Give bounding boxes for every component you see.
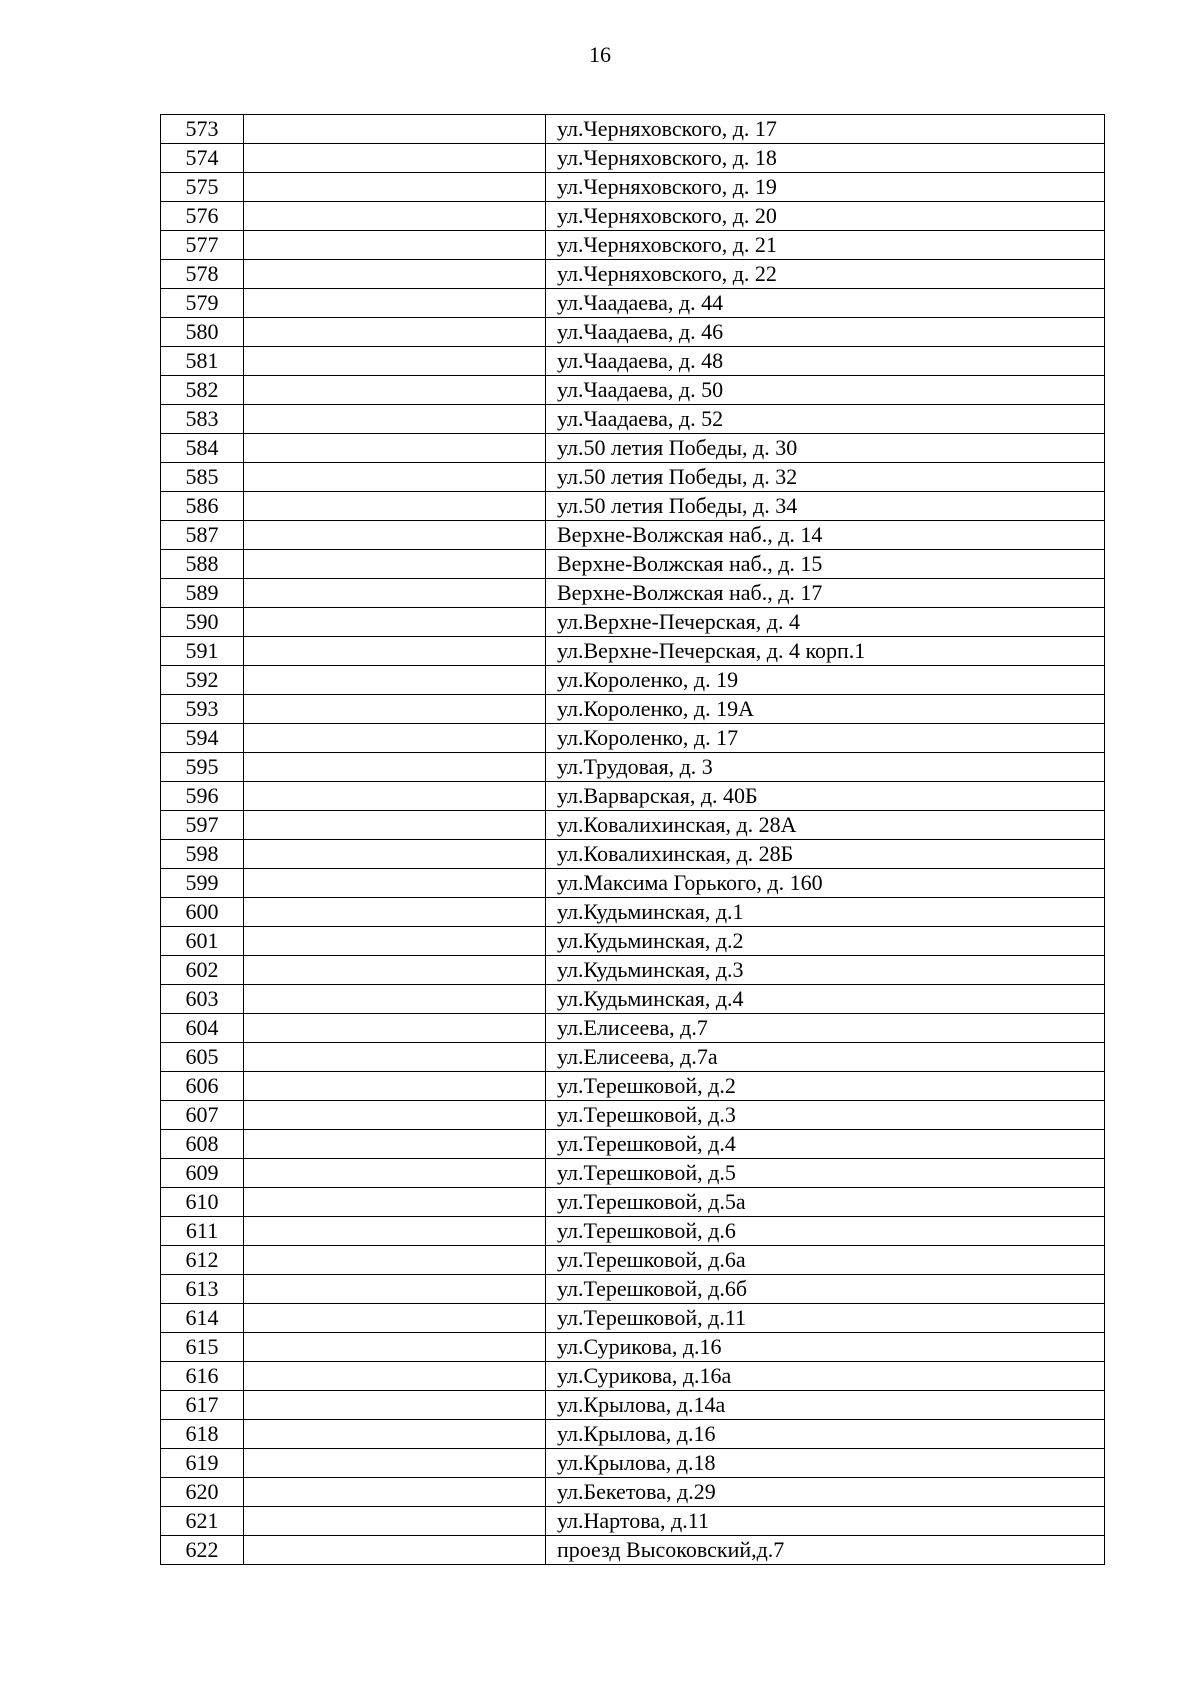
address-cell: Верхне-Волжская наб., д. 17: [546, 579, 1105, 608]
address-cell: ул.Нартова, д.11: [546, 1507, 1105, 1536]
address-cell: ул.50 летия Победы, д. 34: [546, 492, 1105, 521]
table-row: [161, 782, 1105, 811]
empty-cell: [244, 927, 546, 956]
table-row: [161, 898, 1105, 927]
empty-cell: [244, 1188, 546, 1217]
address-cell: ул.Сурикова, д.16а: [546, 1362, 1105, 1391]
table-row: [161, 1072, 1105, 1101]
table-row: [161, 318, 1105, 347]
empty-cell: [244, 231, 546, 260]
row-number-cell: 591: [161, 637, 244, 666]
empty-cell: [244, 1449, 546, 1478]
empty-cell: [244, 1246, 546, 1275]
row-number-cell: 574: [161, 144, 244, 173]
row-number-cell: 598: [161, 840, 244, 869]
empty-cell: [244, 753, 546, 782]
address-cell: ул.Кудьминская, д.1: [546, 898, 1105, 927]
row-number-cell: 575: [161, 173, 244, 202]
empty-cell: [244, 1391, 546, 1420]
address-cell: ул.Черняховского, д. 22: [546, 260, 1105, 289]
row-number-cell: 616: [161, 1362, 244, 1391]
address-cell: ул.Терешковой, д.5: [546, 1159, 1105, 1188]
address-cell: ул.Черняховского, д. 20: [546, 202, 1105, 231]
table-row: [161, 202, 1105, 231]
row-number-cell: 585: [161, 463, 244, 492]
table-row: [161, 1101, 1105, 1130]
address-cell: ул.Трудовая, д. 3: [546, 753, 1105, 782]
address-cell: ул.Чаадаева, д. 46: [546, 318, 1105, 347]
address-cell: ул.50 летия Победы, д. 32: [546, 463, 1105, 492]
address-cell: ул.Терешковой, д.5а: [546, 1188, 1105, 1217]
table-row: [161, 1420, 1105, 1449]
table-row: [161, 1333, 1105, 1362]
address-cell: Верхне-Волжская наб., д. 14: [546, 521, 1105, 550]
empty-cell: [244, 521, 546, 550]
address-cell: ул.Короленко, д. 19: [546, 666, 1105, 695]
page-number: 16: [589, 42, 611, 67]
address-cell: ул.Чаадаева, д. 52: [546, 405, 1105, 434]
table-row: [161, 579, 1105, 608]
table-row: [161, 985, 1105, 1014]
table-row: [161, 1478, 1105, 1507]
table-row: [161, 1536, 1105, 1565]
row-number-cell: 594: [161, 724, 244, 753]
address-cell: ул.Чаадаева, д. 44: [546, 289, 1105, 318]
row-number-cell: 622: [161, 1536, 244, 1565]
empty-cell: [244, 492, 546, 521]
empty-cell: [244, 1536, 546, 1565]
address-cell: ул.Кудьминская, д.2: [546, 927, 1105, 956]
empty-cell: [244, 550, 546, 579]
empty-cell: [244, 347, 546, 376]
empty-cell: [244, 695, 546, 724]
row-number-cell: 606: [161, 1072, 244, 1101]
empty-cell: [244, 840, 546, 869]
row-number-cell: 586: [161, 492, 244, 521]
table-row: [161, 1217, 1105, 1246]
address-cell: ул.Короленко, д. 17: [546, 724, 1105, 753]
empty-cell: [244, 1304, 546, 1333]
empty-cell: [244, 173, 546, 202]
table-row: [161, 1304, 1105, 1333]
row-number-cell: 576: [161, 202, 244, 231]
empty-cell: [244, 898, 546, 927]
address-cell: ул.Верхне-Печерская, д. 4: [546, 608, 1105, 637]
table-row: [161, 434, 1105, 463]
table-row: [161, 1159, 1105, 1188]
empty-cell: [244, 579, 546, 608]
empty-cell: [244, 1333, 546, 1362]
address-cell: ул.Черняховского, д. 18: [546, 144, 1105, 173]
address-cell: ул.Терешковой, д.3: [546, 1101, 1105, 1130]
address-cell: ул.Крылова, д.14а: [546, 1391, 1105, 1420]
address-cell: ул.Терешковой, д.6а: [546, 1246, 1105, 1275]
row-number-cell: 612: [161, 1246, 244, 1275]
row-number-cell: 587: [161, 521, 244, 550]
row-number-cell: 589: [161, 579, 244, 608]
address-cell: ул.Черняховского, д. 21: [546, 231, 1105, 260]
row-number-cell: 600: [161, 898, 244, 927]
empty-cell: [244, 318, 546, 347]
row-number-cell: 621: [161, 1507, 244, 1536]
row-number-cell: 603: [161, 985, 244, 1014]
row-number-cell: 607: [161, 1101, 244, 1130]
table-row: [161, 753, 1105, 782]
table-row: [161, 347, 1105, 376]
address-cell: ул.Черняховского, д. 17: [546, 115, 1105, 144]
empty-cell: [244, 463, 546, 492]
address-cell: ул.Короленко, д. 19А: [546, 695, 1105, 724]
empty-cell: [244, 1478, 546, 1507]
empty-cell: [244, 956, 546, 985]
table-row: [161, 869, 1105, 898]
address-cell: ул.Верхне-Печерская, д. 4 корп.1: [546, 637, 1105, 666]
table-row: [161, 405, 1105, 434]
row-number-cell: 608: [161, 1130, 244, 1159]
empty-cell: [244, 260, 546, 289]
address-cell: ул.Сурикова, д.16: [546, 1333, 1105, 1362]
empty-cell: [244, 1043, 546, 1072]
table-row: [161, 1507, 1105, 1536]
address-cell: ул.Терешковой, д.2: [546, 1072, 1105, 1101]
empty-cell: [244, 1362, 546, 1391]
empty-cell: [244, 782, 546, 811]
address-cell: ул.Ковалихинская, д. 28А: [546, 811, 1105, 840]
row-number-cell: 580: [161, 318, 244, 347]
empty-cell: [244, 434, 546, 463]
table-row: [161, 260, 1105, 289]
table-row: [161, 695, 1105, 724]
row-number-cell: 610: [161, 1188, 244, 1217]
table-row: [161, 1246, 1105, 1275]
empty-cell: [244, 637, 546, 666]
address-table-body: [161, 115, 1105, 1565]
empty-cell: [244, 608, 546, 637]
empty-cell: [244, 869, 546, 898]
empty-cell: [244, 1507, 546, 1536]
empty-cell: [244, 1014, 546, 1043]
table-row: [161, 1449, 1105, 1478]
empty-cell: [244, 666, 546, 695]
table-row: [161, 1362, 1105, 1391]
address-cell: ул.Терешковой, д.6: [546, 1217, 1105, 1246]
empty-cell: [244, 1275, 546, 1304]
empty-cell: [244, 1072, 546, 1101]
address-cell: ул.Максима Горького, д. 160: [546, 869, 1105, 898]
row-number-cell: 578: [161, 260, 244, 289]
empty-cell: [244, 376, 546, 405]
empty-cell: [244, 1130, 546, 1159]
row-number-cell: 592: [161, 666, 244, 695]
table-row: [161, 173, 1105, 202]
address-cell: проезд Высоковский,д.7: [546, 1536, 1105, 1565]
table-row: [161, 666, 1105, 695]
row-number-cell: 620: [161, 1478, 244, 1507]
table-row: [161, 231, 1105, 260]
row-number-cell: 604: [161, 1014, 244, 1043]
row-number-cell: 602: [161, 956, 244, 985]
table-row: [161, 492, 1105, 521]
address-cell: ул.Терешковой, д.4: [546, 1130, 1105, 1159]
row-number-cell: 617: [161, 1391, 244, 1420]
row-number-cell: 595: [161, 753, 244, 782]
table-row: [161, 1130, 1105, 1159]
table-row: [161, 1275, 1105, 1304]
table-row: [161, 724, 1105, 753]
table-row: [161, 376, 1105, 405]
empty-cell: [244, 985, 546, 1014]
address-cell: ул.Кудьминская, д.3: [546, 956, 1105, 985]
empty-cell: [244, 811, 546, 840]
row-number-cell: 614: [161, 1304, 244, 1333]
row-number-cell: 581: [161, 347, 244, 376]
empty-cell: [244, 1159, 546, 1188]
address-cell: ул.Терешковой, д.11: [546, 1304, 1105, 1333]
row-number-cell: 596: [161, 782, 244, 811]
table-row: [161, 637, 1105, 666]
row-number-cell: 590: [161, 608, 244, 637]
address-cell: ул.Кудьминская, д.4: [546, 985, 1105, 1014]
row-number-cell: 577: [161, 231, 244, 260]
table-row: [161, 840, 1105, 869]
empty-cell: [244, 115, 546, 144]
empty-cell: [244, 289, 546, 318]
table-row: [161, 1391, 1105, 1420]
table-row: [161, 1188, 1105, 1217]
table-row: [161, 144, 1105, 173]
table-row: [161, 811, 1105, 840]
row-number-cell: 615: [161, 1333, 244, 1362]
address-cell: ул.Елисеева, д.7: [546, 1014, 1105, 1043]
table-row: [161, 463, 1105, 492]
row-number-cell: 582: [161, 376, 244, 405]
table-row: [161, 608, 1105, 637]
row-number-cell: 601: [161, 927, 244, 956]
address-cell: ул.Чаадаева, д. 50: [546, 376, 1105, 405]
empty-cell: [244, 1420, 546, 1449]
row-number-cell: 583: [161, 405, 244, 434]
address-cell: ул.50 летия Победы, д. 30: [546, 434, 1105, 463]
address-cell: ул.Варварская, д. 40Б: [546, 782, 1105, 811]
row-number-cell: 584: [161, 434, 244, 463]
row-number-cell: 611: [161, 1217, 244, 1246]
table-row: [161, 1014, 1105, 1043]
empty-cell: [244, 202, 546, 231]
empty-cell: [244, 144, 546, 173]
empty-cell: [244, 1101, 546, 1130]
row-number-cell: 593: [161, 695, 244, 724]
table-row: [161, 521, 1105, 550]
address-cell: Верхне-Волжская наб., д. 15: [546, 550, 1105, 579]
address-cell: ул.Черняховского, д. 19: [546, 173, 1105, 202]
table-row: [161, 927, 1105, 956]
address-cell: ул.Ковалихинская, д. 28Б: [546, 840, 1105, 869]
address-cell: ул.Елисеева, д.7а: [546, 1043, 1105, 1072]
row-number-cell: 597: [161, 811, 244, 840]
row-number-cell: 618: [161, 1420, 244, 1449]
address-cell: ул.Чаадаева, д. 48: [546, 347, 1105, 376]
empty-cell: [244, 724, 546, 753]
address-cell: ул.Крылова, д.16: [546, 1420, 1105, 1449]
row-number-cell: 619: [161, 1449, 244, 1478]
table-row: [161, 550, 1105, 579]
empty-cell: [244, 1217, 546, 1246]
address-cell: ул.Терешковой, д.6б: [546, 1275, 1105, 1304]
table-row: [161, 115, 1105, 144]
row-number-cell: 613: [161, 1275, 244, 1304]
row-number-cell: 588: [161, 550, 244, 579]
table-row: [161, 289, 1105, 318]
address-table: [160, 114, 1105, 1565]
row-number-cell: 579: [161, 289, 244, 318]
row-number-cell: 609: [161, 1159, 244, 1188]
address-cell: ул.Крылова, д.18: [546, 1449, 1105, 1478]
row-number-cell: 573: [161, 115, 244, 144]
row-number-cell: 599: [161, 869, 244, 898]
address-cell: ул.Бекетова, д.29: [546, 1478, 1105, 1507]
empty-cell: [244, 405, 546, 434]
row-number-cell: 605: [161, 1043, 244, 1072]
table-row: [161, 956, 1105, 985]
table-row: [161, 1043, 1105, 1072]
